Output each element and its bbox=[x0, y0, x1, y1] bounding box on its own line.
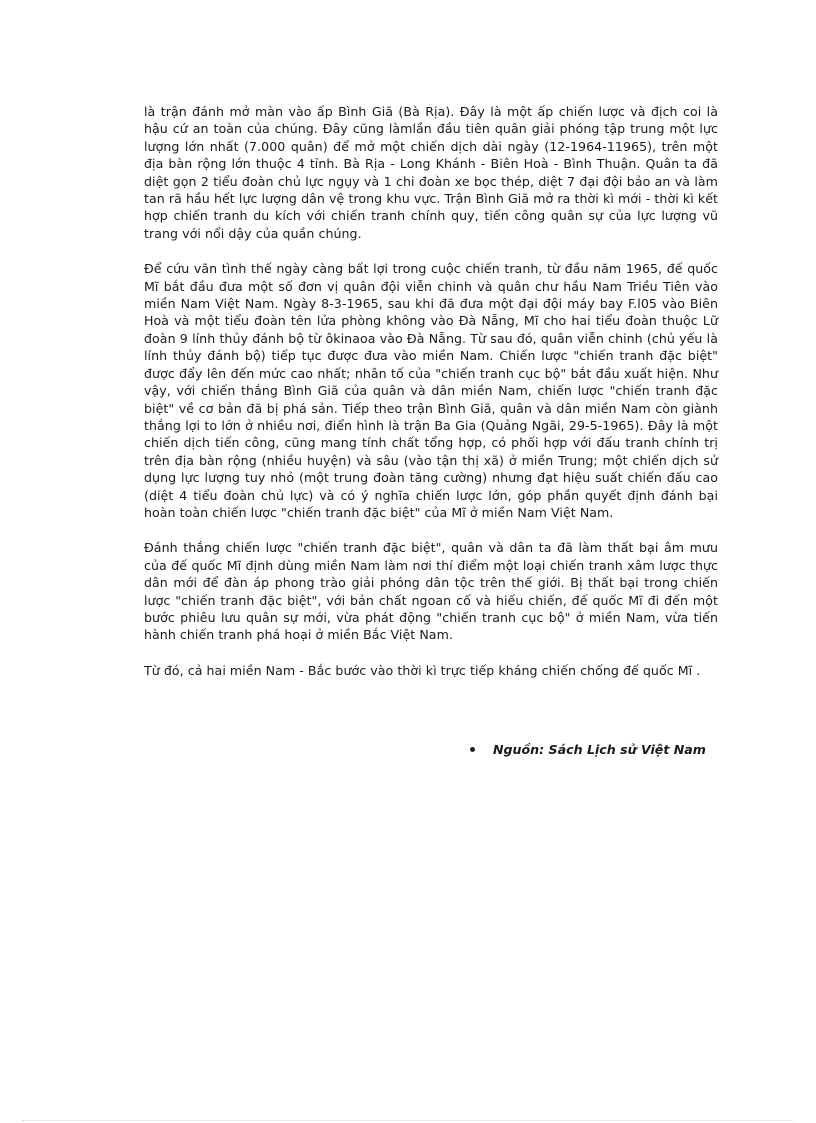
paragraph-3: Đánh thắng chiến lược "chiến tranh đặc biệt", quân và dân ta đã làm thất bại âm mưu của đế quốc Mĩ định dùng miền Nam làm nơi thí điểm một loại chiến tranh xâm lược thực dân mới để đàn áp phong trào giải phóng dân tộc trên thế giới. Bị thất bại trong chiến lược "chiến tranh đặc biệt", với bản chất ngoan cố và hiếu chiến, đế quốc Mĩ đi đến một bước phiêu lưu quân sự mới, vừa phát động "chiến tranh cục bộ" ở miền Nam, vừa tiến hành chiến tranh phá hoại ở miền Bắc Việt Nam. bbox=[144, 540, 718, 643]
source-citation bbox=[470, 739, 730, 759]
paragraph-4: Từ đó, cả hai miền Nam - Bắc bước vào thời kì trực tiếp kháng chiến chống đế quốc Mĩ . bbox=[144, 662, 701, 678]
paragraph-2: Để cứu vãn tình thế ngày càng bất lợi trong cuộc chiến tranh, từ đầu năm 1965, đế quốc Mĩ bắt đầu đưa một số đơn vị quân đội viễn chinh và quân chư hầu Nam Triều Tiên vào miền Nam Việt Nam. Ngày 8-3-1965, sau khi đã đưa một đại đội máy bay F.l05 vào Biên Hoà và một tiểu đoàn tên lửa phòng không vào Đà Nẵng, Mĩ cho hai tiểu đoàn thuộc Lữ đoàn 9 lính thủy đánh bộ từ ôkinaoa vào Đà Nẵng. Từ sau đó, quân viễn chinh (chủ yếu là lính thủy đánh bộ) tiếp tục được đưa vào miền Nam. Chiến lược "chiến tranh đặc biệt" được đẩy lên đến mức cao nhất; nhân tố của "chiến tranh cục bộ" bắt đầu xuất hiện. Như vậy, với chiến thắng Bình Giã của quân và dân miền Nam, chiến lược "chiến tranh đặc biệt" về cơ bản đã bị phá sản. Tiếp theo trận Bình Giã, quân và dân miền Nam còn giành thắng lợi to lớn ở nhiều nơi, điển hình là trận Ba Gia (Quảng Ngãi, 29-5-1965). Đây là một chiến dịch tiến công, cũng mang tính chất tổng hợp, có phối hợp với đấu tranh chính trị trên địa bàn rộng (nhiều huyện) và sâu (vào tận thị xã) ở miền Trung; một chiến dịch sử dụng lực lượng tuy nhỏ (một trung đoàn tăng cường) nhưng đạt hiệu suất chiến đấu cao (diệt 4 tiểu đoàn chủ lực) và có ý nghĩa chiến lược lớn, góp phần quyết định đánh bại hoàn toàn chiến lược "chiến tranh đặc biệt" của Mĩ ở miền Nam Việt Nam. bbox=[144, 261, 718, 520]
bullet-icon bbox=[470, 747, 475, 752]
source-text: Nguồn: Sách Lịch sử Việt Nam bbox=[493, 741, 706, 757]
paragraph-1: là trận đánh mở màn vào ấp Bình Giã (Bà Rịa). Đây là một ấp chiến lược và địch coi là hậu cứ an toàn của chúng. Đây cũng làmlần đầu tiên quân giải phóng tập trung một lực lượng lớn nhất (7.000 quân) để mở một chiến dịch dài ngày (12-1964-11965), trên một địa bàn rộng lớn thuộc 4 tỉnh. Bà Rịa - Long Khánh - Biên Hoà - Bình Thuận. Quân ta đã diệt gọn 2 tiểu đoàn chủ lực ngụy và 1 chi đoàn xe bọc thép, diệt 7 đại đội bảo an và làm tan rã hầu hết lực lượng dân vệ trong khu vực. Trận Bình Giã mở ra thời kì mới - thời kì kết hợp chiến tranh du kích với chiến tranh chính quy, tiến công quân sự của lực lượng vũ trang với nổi dậy của quần chúng. bbox=[144, 104, 718, 241]
document-body bbox=[144, 103, 718, 697]
page-bottom-divider bbox=[22, 1120, 794, 1121]
